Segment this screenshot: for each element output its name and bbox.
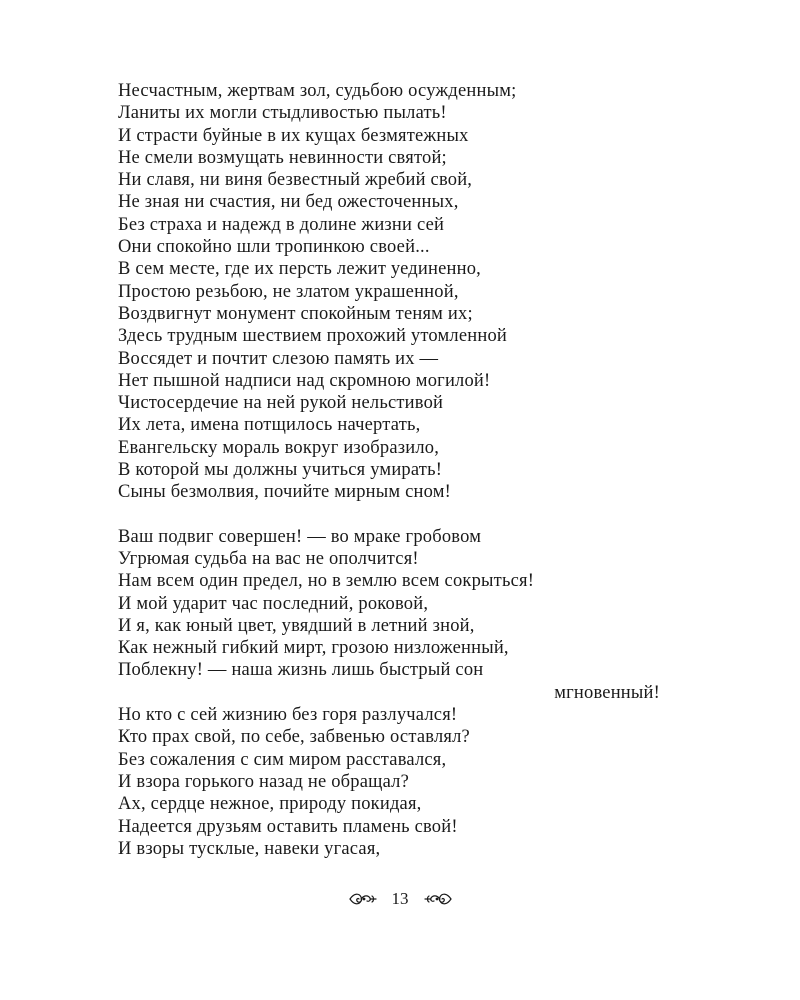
- poem-line: И мой ударит час последний, роковой,: [118, 593, 429, 614]
- poem-line: В которой мы должны учиться умирать!: [118, 460, 443, 481]
- poem-line: Как нежный гибкий мирт, грозою низложенный,: [118, 638, 509, 659]
- poem-line: Нам всем один предел, но в землю всем сокрыться!: [118, 571, 535, 592]
- poem-line: Надеется друзьям оставить пламень свой!: [118, 816, 458, 837]
- poem-line: И я, как юный цвет, увядший в летний зной,: [118, 615, 475, 636]
- page-number: 13: [391, 889, 409, 908]
- fleuron-right-icon: [423, 889, 453, 909]
- poem-line: Сыны безмолвия, почийте мирным сном!: [118, 482, 452, 503]
- poem-text: [118, 80, 678, 860]
- poem-line: Поблекну! — наша жизнь лишь быстрый сон: [118, 660, 484, 681]
- poem-line: И взоры тусклые, навеки угасая,: [118, 838, 381, 859]
- poem-line: Воздвигнут монумент спокойным теням их;: [118, 303, 473, 324]
- poem-line: Ланиты их могли стыдливостью пылать!: [118, 103, 447, 124]
- poem-line: Они спокойно шли тропинкою своей...: [118, 237, 430, 258]
- fleuron-left-icon: [348, 889, 378, 909]
- poem-line: Без сожаления с сим миром расставался,: [118, 749, 447, 770]
- poem-line: Воссядет и почтит слезою память их —: [118, 348, 439, 369]
- poem-line: Без страха и надежд в долине жизни сей: [118, 214, 445, 235]
- poem-line: И взора горького назад не обращал?: [118, 771, 410, 792]
- stanza-2: [118, 526, 678, 860]
- poem-line: Несчастным, жертвам зол, судьбою осужденным;: [118, 81, 517, 101]
- page-footer: [0, 884, 800, 914]
- poem-line: Но кто с сей жизнию без горя разлучался!: [118, 705, 458, 726]
- poem-line: Кто прах свой, по себе, забвенью оставлял?: [118, 727, 470, 748]
- poem-line: Чистосердечие на ней рукой нельстивой: [118, 393, 444, 414]
- poem-line: Не зная ни счастия, ни бед ожесточенных,: [118, 192, 459, 213]
- poem-line: Угрюмая судьба на вас не ополчится!: [118, 548, 419, 569]
- poem-line: Ни славя, ни виня безвестный жребий свой,: [118, 170, 473, 191]
- stanza-1: [118, 80, 678, 504]
- poem-line: Их лета, имена потщилось начертать,: [118, 415, 421, 436]
- poem-line: Нет пышной надписи над скромною могилой!: [118, 370, 491, 391]
- poem-line: Простою резьбою, не златом украшенной,: [118, 281, 459, 302]
- poem-line: Ах, сердце нежное, природу покидая,: [118, 794, 422, 815]
- poem-line: В сем месте, где их персть лежит уединенно,: [118, 259, 481, 280]
- poem-line: Не смели возмущать невинности святой;: [118, 147, 447, 168]
- poem-line: Ваш подвиг совершен! — во мраке гробовом: [118, 526, 482, 547]
- poem-line: И страсти буйные в их кущах безмятежных: [118, 125, 469, 146]
- poem-line: Евангельску мораль вокруг изобразило,: [118, 437, 440, 458]
- poem-line-continuation: мгновенный!: [554, 682, 660, 703]
- poem-line: Здесь трудным шествием прохожий утомленной: [118, 326, 508, 347]
